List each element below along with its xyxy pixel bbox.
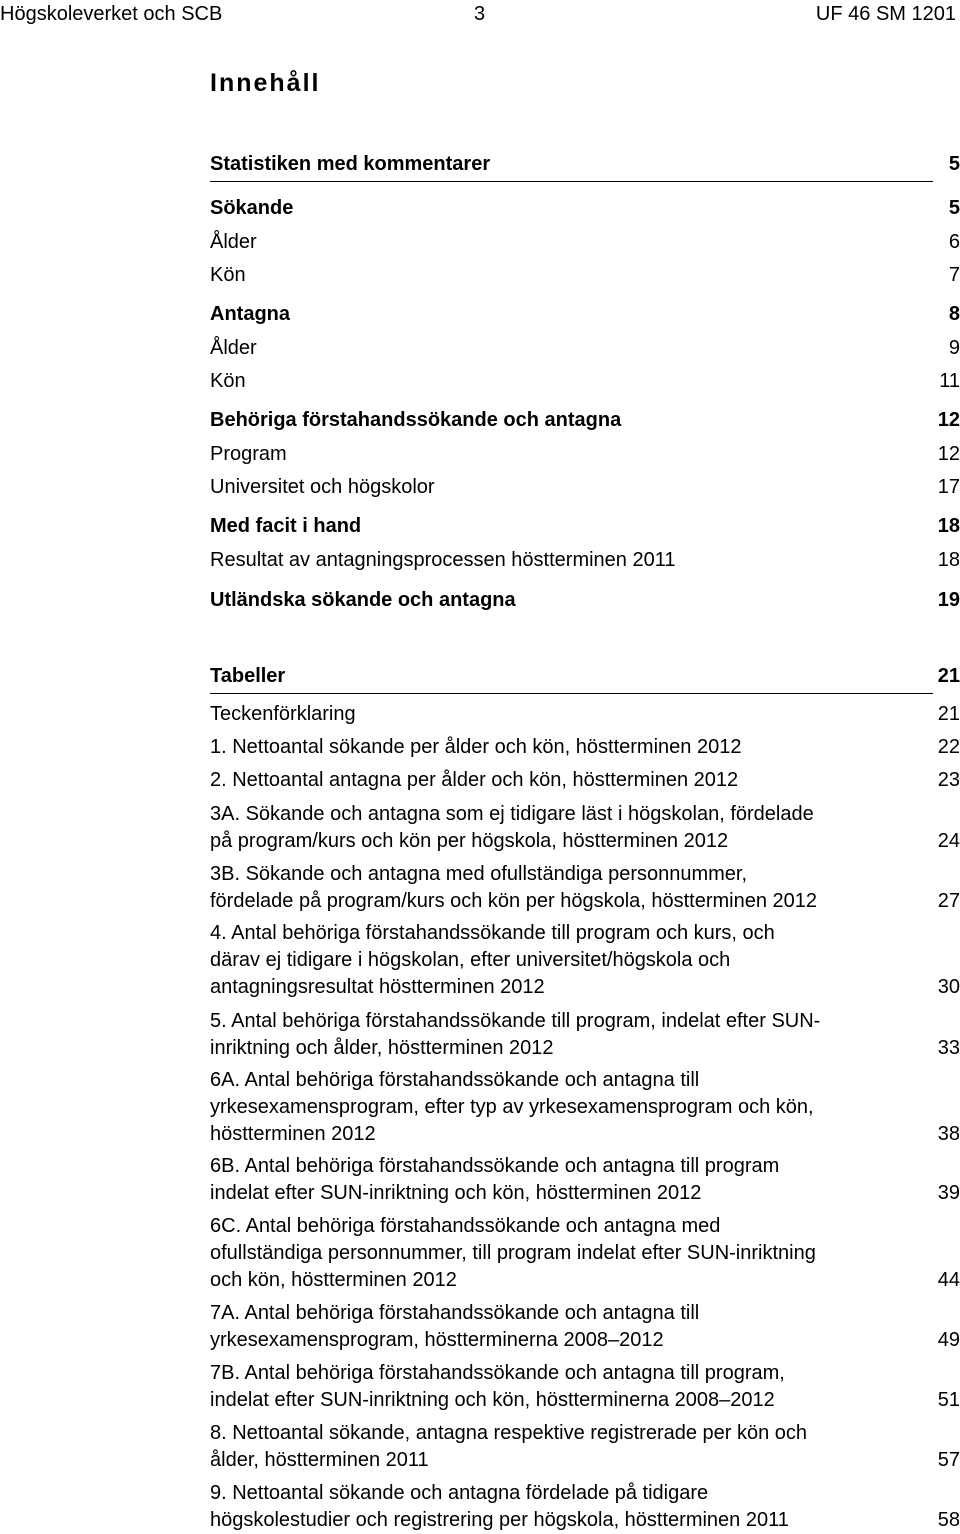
toc-entry[interactable] bbox=[210, 1213, 960, 1294]
toc-entry-line: Kön bbox=[210, 264, 246, 286]
toc-entry-page: 12 bbox=[937, 409, 960, 431]
toc-entry-line: 6C. Antal behöriga förstahandssökande och antagna med bbox=[210, 1215, 721, 1237]
toc-entry-line: Ålder bbox=[210, 337, 257, 359]
toc-entry-title bbox=[210, 407, 960, 434]
toc-entry-page: 11 bbox=[939, 370, 960, 392]
toc-entry-line: 7B. Antal behöriga förstahandssökande och antagna till program, bbox=[210, 1362, 785, 1384]
toc-entry-line: yrkesexamensprogram, höstterminerna 2008–2012 bbox=[210, 1329, 664, 1351]
toc-entry-line: 8. Nettoantal sökande, antagna respektive registrerade per kön och bbox=[210, 1422, 808, 1444]
toc-entry-line: 3B. Sökande och antagna med ofullständiga personnummer, bbox=[210, 863, 748, 885]
toc-entry[interactable] bbox=[210, 801, 960, 855]
toc-entry-page: 49 bbox=[937, 1329, 960, 1351]
section-rule bbox=[210, 181, 933, 182]
toc-entry-title bbox=[210, 861, 960, 915]
toc-entry-title bbox=[210, 301, 960, 328]
toc-entry-page: 5 bbox=[948, 153, 960, 175]
toc-entry-line: fördelade på program/kurs och kön per högskola, höstterminen 2012 bbox=[210, 890, 818, 912]
toc-entry-page: 38 bbox=[937, 1123, 960, 1145]
toc-entry-line: Program bbox=[210, 443, 287, 465]
toc-entry[interactable] bbox=[210, 1360, 960, 1414]
toc-title: Innehåll bbox=[210, 69, 321, 97]
toc-entry-page: 18 bbox=[937, 549, 960, 571]
toc-entry-line: och kön, höstterminen 2012 bbox=[210, 1269, 457, 1291]
toc-entry[interactable] bbox=[210, 335, 960, 362]
toc-entry-page: 44 bbox=[937, 1269, 960, 1291]
toc-entry-title bbox=[210, 1300, 960, 1354]
toc-entry-title bbox=[210, 151, 960, 178]
toc-entry[interactable] bbox=[210, 474, 960, 501]
toc-entry-line: inriktning och ålder, höstterminen 2012 bbox=[210, 1037, 554, 1059]
toc-entry-page: 51 bbox=[937, 1389, 960, 1411]
toc-entry-page: 22 bbox=[937, 736, 960, 758]
toc-entry-line: 6B. Antal behöriga förstahandssökande och antagna till program bbox=[210, 1155, 780, 1177]
toc-entry[interactable] bbox=[210, 920, 960, 1001]
toc-entry-title bbox=[210, 1480, 960, 1534]
toc-entry-title bbox=[210, 262, 960, 289]
toc-entry-page: 30 bbox=[937, 976, 960, 998]
toc-entry-title bbox=[210, 801, 960, 855]
toc-entry-line: indelat efter SUN-inriktning och kön, höstterminerna 2008–2012 bbox=[210, 1389, 775, 1411]
toc-entry-page: 8 bbox=[948, 303, 960, 325]
toc-entry-line: 2. Nettoantal antagna per ålder och kön, höstterminen 2012 bbox=[210, 769, 739, 791]
toc-entry[interactable] bbox=[210, 663, 960, 690]
toc-entry-page: 7 bbox=[948, 264, 960, 286]
toc-entry-line: antagningsresultat höstterminen 2012 bbox=[210, 976, 545, 998]
toc-entry-page: 58 bbox=[937, 1509, 960, 1531]
toc-entry[interactable] bbox=[210, 151, 960, 178]
toc-entry-line: Universitet och högskolor bbox=[210, 476, 435, 498]
toc-entry-line: yrkesexamensprogram, efter typ av yrkesexamensprogram och kön, bbox=[210, 1096, 814, 1118]
toc-entry-page: 12 bbox=[937, 443, 960, 465]
toc-entry-line: Tabeller bbox=[210, 665, 286, 687]
toc-entry[interactable] bbox=[210, 1300, 960, 1354]
toc-entry-line: högskolestudier och registrering per högskola, höstterminen 2011 bbox=[210, 1509, 789, 1531]
toc-entry[interactable] bbox=[210, 407, 960, 434]
toc-entry-line: höstterminen 2012 bbox=[210, 1123, 376, 1145]
toc-entry-page: 17 bbox=[937, 476, 960, 498]
toc-entry-line: 9. Nettoantal sökande och antagna fördelade på tidigare bbox=[210, 1482, 709, 1504]
toc-entry[interactable] bbox=[210, 301, 960, 328]
toc-entry-title bbox=[210, 229, 960, 256]
toc-entry-page: 33 bbox=[937, 1037, 960, 1059]
toc-entry-line: 3A. Sökande och antagna som ej tidigare läst i högskolan, fördelade bbox=[210, 803, 814, 825]
toc-entry-title bbox=[210, 663, 960, 690]
toc-entry-title bbox=[210, 767, 960, 794]
toc-entry-line: Resultat av antagningsprocessen höstterminen 2011 bbox=[210, 549, 676, 571]
toc-entry-line: Utländska sökande och antagna bbox=[210, 589, 516, 611]
toc-entry[interactable] bbox=[210, 734, 960, 761]
toc-entry-title bbox=[210, 701, 960, 728]
header-page-number: 3 bbox=[474, 3, 486, 25]
section-rule bbox=[210, 693, 933, 694]
toc-entry-page: 39 bbox=[937, 1182, 960, 1204]
toc-entry-page: 9 bbox=[948, 337, 960, 359]
header-publisher: Högskoleverket och SCB bbox=[0, 3, 223, 25]
toc-entry[interactable] bbox=[210, 441, 960, 468]
toc-entry-line: Behöriga förstahandssökande och antagna bbox=[210, 409, 622, 431]
toc-entry-line: 5. Antal behöriga förstahandssökande till program, indelat efter SUN- bbox=[210, 1010, 821, 1032]
header-report-id: UF 46 SM 1201 bbox=[815, 3, 956, 25]
toc-entry[interactable] bbox=[210, 767, 960, 794]
toc-entry[interactable] bbox=[210, 1480, 960, 1534]
toc-entry[interactable] bbox=[210, 1008, 960, 1062]
toc-entry-line: 7A. Antal behöriga förstahandssökande och antagna till bbox=[210, 1302, 700, 1324]
toc-entry-title bbox=[210, 368, 960, 395]
toc-entry[interactable] bbox=[210, 262, 960, 289]
toc-entry-page: 5 bbox=[948, 197, 960, 219]
toc-entry[interactable] bbox=[210, 1067, 960, 1148]
toc-entry-page: 21 bbox=[937, 665, 960, 687]
toc-entry-title bbox=[210, 1360, 960, 1414]
toc-entry-title bbox=[210, 1213, 960, 1294]
toc-entry-line: 1. Nettoantal sökande per ålder och kön, höstterminen 2012 bbox=[210, 736, 742, 758]
toc-entry-title bbox=[210, 1153, 960, 1207]
toc-entry-title bbox=[210, 734, 960, 761]
toc-entry-line: Antagna bbox=[210, 303, 290, 325]
toc-entry-page: 23 bbox=[937, 769, 960, 791]
toc-entry[interactable] bbox=[210, 547, 960, 574]
toc-entry-title bbox=[210, 513, 960, 540]
toc-entry-title bbox=[210, 441, 960, 468]
toc-entry[interactable] bbox=[210, 861, 960, 915]
toc-entry-line: ofullständiga personnummer, till program indelat efter SUN-inriktning bbox=[210, 1242, 816, 1264]
toc-entry-title bbox=[210, 1067, 960, 1148]
toc-entry[interactable] bbox=[210, 1153, 960, 1207]
toc-entry-page: 21 bbox=[937, 703, 960, 725]
toc-entry-title bbox=[210, 335, 960, 362]
toc-entry-line: därav ej tidigare i högskolan, efter universitet/högskola och bbox=[210, 949, 731, 971]
toc-entry[interactable] bbox=[210, 1420, 960, 1474]
toc-entry-line: Med facit i hand bbox=[210, 515, 362, 537]
toc-entry-line: indelat efter SUN-inriktning och kön, höstterminen 2012 bbox=[210, 1182, 702, 1204]
toc-entry-title bbox=[210, 474, 960, 501]
toc-entry-title bbox=[210, 587, 960, 614]
toc-entry[interactable] bbox=[210, 229, 960, 256]
toc-entry-line: på program/kurs och kön per högskola, höstterminen 2012 bbox=[210, 830, 729, 852]
toc-entry-page: 19 bbox=[937, 589, 960, 611]
toc-entry-line: Sökande bbox=[210, 197, 294, 219]
toc-entry-title bbox=[210, 547, 960, 574]
toc-entry[interactable] bbox=[210, 587, 960, 614]
toc-entry-title bbox=[210, 195, 960, 222]
toc-entry[interactable] bbox=[210, 195, 960, 222]
toc-entry-title bbox=[210, 920, 960, 1001]
toc-entry-line: ålder, höstterminen 2011 bbox=[210, 1449, 429, 1471]
toc-entry[interactable] bbox=[210, 368, 960, 395]
toc-entry[interactable] bbox=[210, 701, 960, 728]
toc-entry-page: 18 bbox=[937, 515, 960, 537]
toc-entry-title bbox=[210, 1420, 960, 1474]
toc-entry-page: 6 bbox=[948, 231, 960, 253]
toc-entry-line: Ålder bbox=[210, 231, 257, 253]
toc-entry-page: 24 bbox=[937, 830, 960, 852]
toc-entry[interactable] bbox=[210, 513, 960, 540]
toc-entry-line: Statistiken med kommentarer bbox=[210, 153, 491, 175]
toc-entry-page: 57 bbox=[937, 1449, 960, 1471]
toc-entry-line: Teckenförklaring bbox=[210, 703, 356, 725]
toc-entry-title bbox=[210, 1008, 960, 1062]
toc-entry-line: 6A. Antal behöriga förstahandssökande och antagna till bbox=[210, 1069, 700, 1091]
toc-entry-line: 4. Antal behöriga förstahandssökande till program och kurs, och bbox=[210, 922, 775, 944]
toc-entry-line: Kön bbox=[210, 370, 246, 392]
toc-entry-page: 27 bbox=[937, 890, 960, 912]
